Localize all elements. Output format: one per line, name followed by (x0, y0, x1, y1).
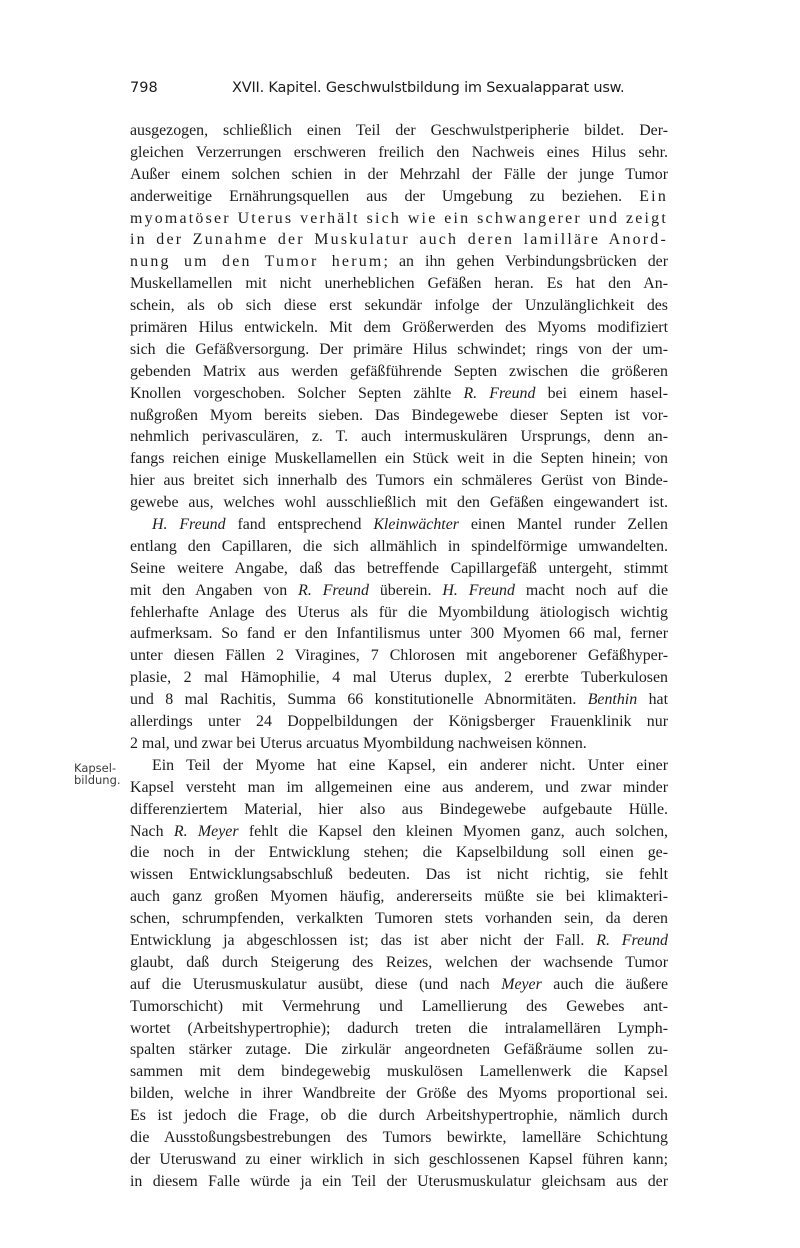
text-line (130, 1018, 668, 1040)
text-line (130, 733, 668, 755)
text-segment: Ein Teil der Myome hat eine Kapsel, ein anderer nicht. Unter einer (152, 756, 668, 774)
text-line (130, 1039, 668, 1061)
text-segment: fehlerhafte Anlage des Uterus als für die Myombildung ätiologisch wichtig (130, 603, 668, 621)
page-header (130, 80, 800, 106)
text-line (130, 339, 668, 361)
text-segment: einen Mantel runder Zellen (458, 516, 669, 534)
text-line (130, 536, 668, 558)
text-line (130, 974, 668, 996)
text-line (130, 930, 668, 952)
text-line (130, 120, 668, 142)
text-segment: auch ganz großen Myomen häufig, andererseits müßte sie bei klimakteri- (130, 888, 668, 906)
spaced-emphasis: myomatöser Uterus verhält sich wie ein schwangerer und zeigt (130, 209, 668, 227)
italic-author-name: R. Freund (298, 581, 369, 599)
text-line (130, 1149, 668, 1171)
text-line (130, 361, 668, 383)
text-line (130, 1105, 668, 1127)
text-segment: Seine weitere Angabe, daß das betreffende Capillargefäß untergeht, stimmt (130, 559, 668, 577)
text-segment: Entwicklung ja abgeschlossen ist; das ist aber nicht der Fall. (130, 931, 597, 949)
text-line (130, 295, 668, 317)
text-segment: aufmerksam. So fand er den Infantilismus unter 300 Myomen 66 mal, ferner (130, 625, 668, 643)
italic-author-name: R. Freund (596, 931, 668, 949)
text-segment: bilden, welche in ihrer Wandbreite der Größe des Myoms proportional sei. (130, 1085, 668, 1103)
text-line (130, 821, 668, 843)
text-segment: nußgroßen Myom bereits sieben. Das Bindegewebe dieser Septen ist vor- (130, 406, 668, 424)
text-line (130, 470, 668, 492)
text-line (130, 426, 668, 448)
text-segment: entlang den Capillaren, die sich allmählich in spindelförmige umwandelten. (130, 537, 668, 555)
text-line (130, 1083, 668, 1105)
text-line (130, 886, 668, 908)
text-segment: hier aus breitet sich innerhalb des Tumors ein schmäleres Gerüst von Binde- (130, 472, 668, 490)
text-line (130, 689, 668, 711)
body-text (130, 120, 668, 1193)
text-segment: der Uteruswand zu einer wirklich in sich geschlossenen Kapsel führen kann; (130, 1150, 668, 1168)
text-line (130, 317, 668, 339)
text-segment: spalten stärker zutage. Die zirkulär angeordneten Gefäßräume sollen zu- (130, 1041, 668, 1059)
text-segment: ausgezogen, schließlich einen Teil der Geschwulstperipherie bildet. Der- (130, 122, 668, 139)
text-line (130, 1171, 668, 1193)
text-segment: schen, schrumpfenden, verkalkten Tumoren stets vorhanden sein, da deren (130, 910, 668, 928)
text-line (130, 229, 668, 251)
text-segment: Kapsel versteht man im allgemeinen eine aus anderem, und zwar minder (130, 778, 668, 796)
text-line (130, 142, 668, 164)
text-segment: fand entsprechend (225, 516, 374, 534)
text-segment: nehmlich perivasculären, z. T. auch intermuskulären Ursprungs, denn an- (130, 428, 668, 446)
text-line (130, 952, 668, 974)
text-segment: allerdings unter 24 Doppelbildungen der Königsberger Frauenklinik nur (130, 713, 668, 731)
text-segment: Knollen vorgeschoben. Solcher Septen zählte (130, 384, 464, 402)
text-segment: gleichen Verzerrungen erschweren freilich den Nachweis eines Hilus sehr. (130, 143, 668, 161)
spaced-emphasis: Ein (639, 187, 668, 205)
text-segment: macht noch auf die (514, 581, 668, 599)
italic-author-name: H. Freund (442, 581, 515, 599)
text-segment: unter diesen Fällen 2 Viragines, 7 Chlorosen mit angeborener Gefäßhyper- (130, 647, 668, 665)
text-segment: anderweitige Ernährungsquellen aus der Umgebung zu beziehen. (130, 187, 640, 205)
text-segment: die Ausstoßungsbestrebungen des Tumors bewirkte, lamelläre Schichtung (130, 1128, 668, 1146)
text-segment: fangs reichen einige Muskellamellen ein Stück weit in die Septen hinein; von (130, 450, 668, 468)
text-segment: gewebe aus, welches wohl ausschließlich mit den Gefäßen eingewandert ist. (130, 494, 668, 512)
text-line (130, 405, 668, 427)
text-segment: bei einem hasel- (535, 384, 668, 402)
text-segment: primären Hilus entwickeln. Mit dem Größerwerden des Myoms modifiziert (130, 319, 668, 337)
text-segment: überein. (368, 581, 443, 599)
text-line (130, 514, 668, 536)
text-line (130, 799, 668, 821)
text-segment: glaubt, daß durch Steigerung des Reizes, welchen der wachsende Tumor (130, 953, 668, 971)
text-line (130, 864, 668, 886)
text-line (130, 448, 668, 470)
text-line (130, 996, 668, 1018)
italic-author-name: H. Freund (152, 516, 226, 534)
text-line (130, 558, 668, 580)
italic-author-name: R. Meyer (173, 822, 239, 840)
text-segment: plasie, 2 mal Hämophilie, 4 mal Uterus duplex, 2 ererbte Tuberkulosen (130, 669, 668, 687)
text-line (130, 164, 668, 186)
text-segment: ; an ihn gehen Verbindungsbrücken der (383, 253, 668, 271)
text-line (130, 1127, 668, 1149)
text-line (130, 777, 668, 799)
text-segment: Tumorschicht) mit Vermehrung und Lamellierung des Gewebes ant- (130, 997, 668, 1015)
text-line (130, 186, 668, 208)
spaced-emphasis: in der Zunahme der Muskulatur auch deren lamilläre Anord- (130, 231, 668, 249)
text-segment: differenziertem Material, hier also aus Bindegewebe aufgebaute Hülle. (130, 800, 668, 818)
text-segment: hat (637, 691, 668, 709)
italic-author-name: Meyer (501, 975, 542, 993)
text-line (130, 667, 668, 689)
text-segment: sich die Gefäßversorgung. Der primäre Hilus schwindet; rings von der um- (130, 340, 668, 358)
italic-author-name: Kleinwächter (373, 516, 459, 534)
text-segment: Es ist jedoch die Frage, ob die durch Arbeitshypertrophie, nämlich durch (130, 1107, 668, 1125)
page-number: 798 (130, 80, 158, 96)
text-segment: fehlt die Kapsel den kleinen Myomen ganz, auch solchen, (238, 822, 668, 840)
text-line (130, 273, 668, 295)
text-segment: wissen Entwicklungsabschluß bedeuten. Das ist nicht richtig, sie fehlt (130, 866, 668, 884)
text-segment: Muskellamellen mit nicht unerheblichen Gefäßen heran. Es hat den An- (130, 275, 668, 293)
text-segment: 2 mal, und zwar bei Uterus arcuatus Myombildung nachweisen können. (130, 734, 587, 752)
text-line (130, 623, 668, 645)
text-segment: Außer einem solchen schien in der Mehrzahl der Fälle der junge Tumor (130, 165, 668, 183)
text-segment: wortet (Arbeitshypertrophie); dadurch treten die intralamellären Lymph- (130, 1019, 668, 1037)
text-line (130, 208, 668, 230)
text-segment: schein, als ob sich diese erst sekundär infolge der Unzulänglichkeit des (130, 297, 668, 315)
text-segment: mit den Angaben von (130, 581, 299, 599)
text-segment: sammen mit dem bindegewebig muskulösen Lamellenwerk die Kapsel (130, 1063, 668, 1081)
text-line (130, 755, 668, 777)
text-line (130, 251, 668, 273)
text-segment: auch die äußere (541, 975, 668, 993)
text-segment: in diesem Falle würde ja ein Teil der Uterusmuskulatur gleichsam aus der (130, 1172, 668, 1190)
text-line (130, 580, 668, 602)
text-segment: und 8 mal Rachitis, Summa 66 konstitutionelle Abnormitäten. (130, 691, 588, 709)
text-line (130, 602, 668, 624)
text-line (130, 1061, 668, 1083)
text-line (130, 711, 668, 733)
margin-note-line: Kapsel- (74, 761, 117, 775)
margin-note-line: bildung. (74, 773, 121, 787)
italic-author-name: Benthin (587, 691, 638, 709)
margin-note (74, 762, 126, 786)
text-line (130, 908, 668, 930)
spaced-emphasis: nung um den Tumor herum (130, 253, 384, 271)
text-segment: gebenden Matrix aus werden gefäßführende Septen zwischen die größeren (130, 362, 668, 380)
text-line (130, 842, 668, 864)
text-segment: die noch in der Entwicklung stehen; die Kapselbildung soll einen ge- (130, 844, 668, 862)
running-title: XVII. Kapitel. Geschwulstbildung im Sexualapparat usw. (232, 80, 625, 96)
text-line (130, 492, 668, 514)
italic-author-name: R. Freund (463, 384, 536, 402)
text-segment: Nach (130, 822, 174, 840)
text-line (130, 383, 668, 405)
text-segment: auf die Uterusmuskulatur ausübt, diese (und nach (130, 975, 502, 993)
text-line (130, 645, 668, 667)
